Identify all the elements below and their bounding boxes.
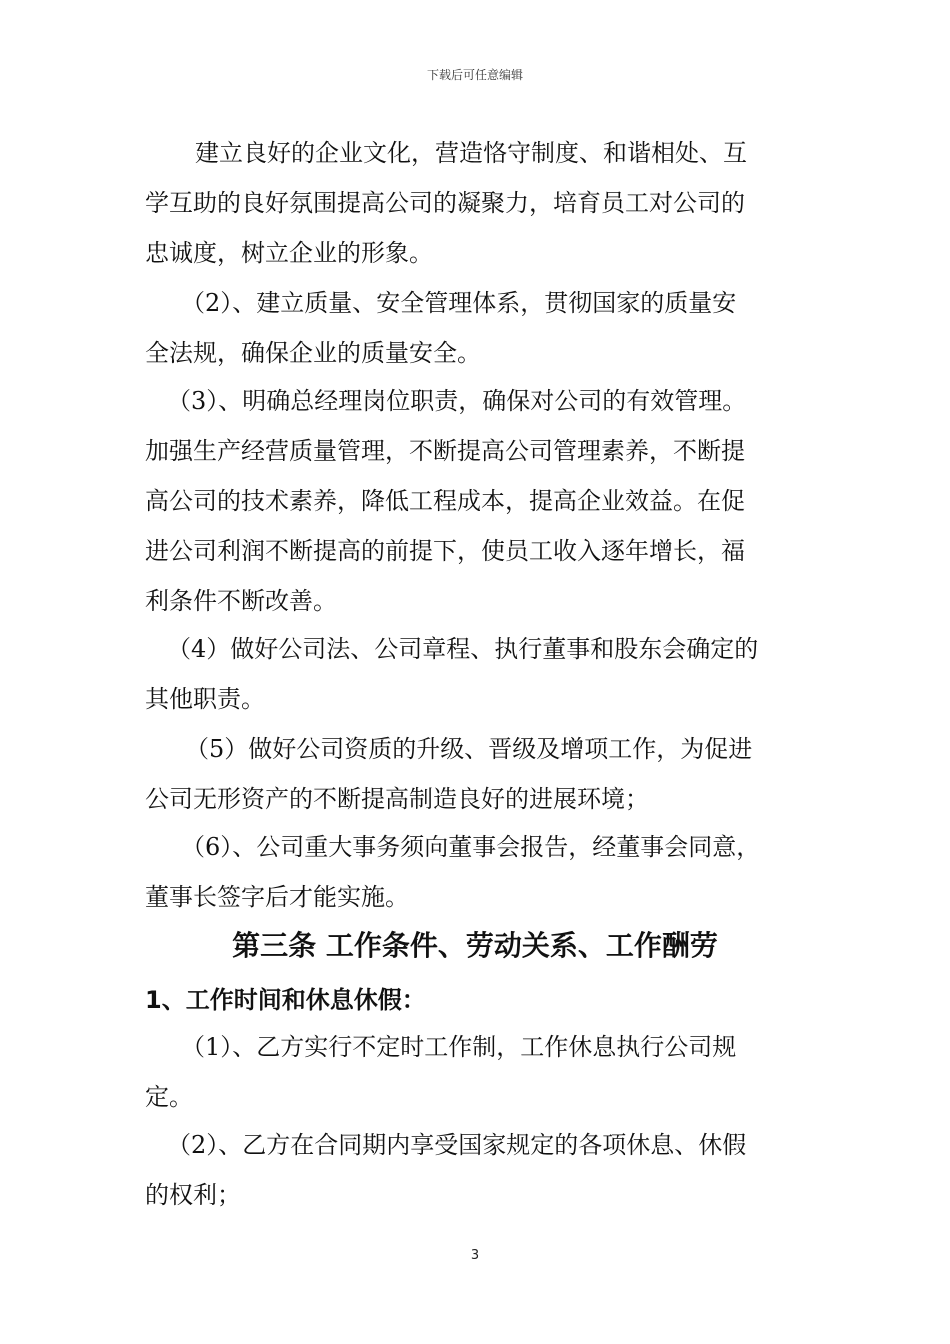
text-line: 全法规，确保企业的质量安全。 bbox=[145, 339, 481, 367]
text-line: 学互助的良好氛围提高公司的凝聚力，培育员工对公司的 bbox=[145, 189, 745, 217]
text-line: 定。 bbox=[145, 1083, 193, 1111]
text-line: （5）做好公司资质的升级、晋级及增项工作，为促进 bbox=[185, 735, 753, 763]
text-line: （3）、明确总经理岗位职责，确保对公司的有效管理。 bbox=[167, 387, 747, 415]
text-line: 公司无形资产的不断提高制造良好的进展环境； bbox=[145, 785, 649, 813]
text-line: （6）、公司重大事务须向董事会报告，经董事会同意， bbox=[181, 833, 761, 861]
text-line: 建立良好的企业文化，营造恪守制度、和谐相处、互 bbox=[195, 139, 747, 167]
text-line: 的权利； bbox=[145, 1181, 241, 1209]
text-line: （1）、乙方实行不定时工作制，工作休息执行公司规 bbox=[181, 1033, 737, 1061]
text-line: （4）做好公司法、公司章程、执行董事和股东会确定的 bbox=[167, 635, 759, 663]
page-header: 下载后可任意编辑 bbox=[426, 68, 523, 82]
text-line: （2）、建立质量、安全管理体系，贯彻国家的质量安 bbox=[181, 289, 737, 317]
text-line: 其他职责。 bbox=[145, 685, 265, 713]
text-line: 董事长签字后才能实施。 bbox=[145, 883, 409, 911]
text-line: 利条件不断改善。 bbox=[145, 587, 337, 615]
subheading: 1、工作时间和休息休假： bbox=[145, 986, 426, 1014]
text-line: 加强生产经营质量管理，不断提高公司管理素养，不断提 bbox=[145, 437, 745, 465]
text-line: 进公司利润不断提高的前提下，使员工收入逐年增长，福 bbox=[145, 537, 745, 565]
text-line: 高公司的技术素养，降低工程成本，提高企业效益。在促 bbox=[145, 487, 745, 515]
text-line: （2）、乙方在合同期内享受国家规定的各项休息、休假 bbox=[167, 1131, 747, 1159]
text-line: 忠诚度，树立企业的形象。 bbox=[145, 239, 433, 267]
page-number: 3 bbox=[470, 1248, 480, 1263]
section-heading: 第三条 工作条件、劳动关系、工作酬劳 bbox=[232, 929, 718, 962]
document-body-continued bbox=[145, 0, 810, 1344]
